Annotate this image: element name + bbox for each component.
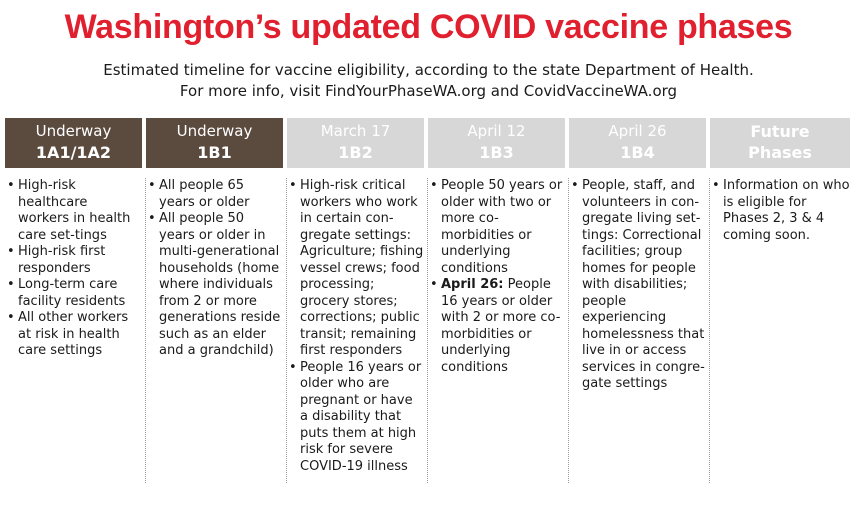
list-item: • High-risk first responders <box>5 244 142 277</box>
chart-title: Washington’s updated COVID vaccine phases <box>64 8 793 46</box>
phase-label: 1B4 <box>620 143 655 162</box>
list-item: • High-risk healthcare workers in health care set-tings <box>5 178 142 244</box>
phase-header-future <box>710 118 850 168</box>
phase-table <box>5 118 850 483</box>
phase-header-1b4 <box>569 118 706 168</box>
phase-column-1b1 <box>146 118 283 483</box>
list-item: • All people 50 years or older in multi-generational households (home where individuals from 2 or more generations reside such as an elder and a grandchild) <box>146 211 283 360</box>
phase-body-1b4 <box>569 178 706 393</box>
phase-column-1b3 <box>428 118 565 483</box>
phase-label: Phases <box>748 143 812 162</box>
phase-header-1b1 <box>146 118 283 168</box>
phase-column-future <box>710 118 850 483</box>
phase-label: 1B3 <box>479 143 514 162</box>
subtitle-line-2: For more info, visit FindYourPhaseWA.org and CovidVaccineWA.org <box>179 82 678 100</box>
list-item: • People 16 years or older who are pregnant or have a disability that puts them at high risk for severe COVID-19 illness <box>287 360 424 476</box>
phase-body-1a <box>5 178 142 360</box>
note-text: People 16 years or older with 2 or more co-morbidities or underlying conditions <box>441 277 561 375</box>
phase-label: 1A1/1A2 <box>35 143 112 162</box>
list-item: • All other workers at risk in health care settings <box>5 310 142 360</box>
list-item: • People, staff, and volunteers in con-gregate living set-tings: Correctional facilities; group homes for people with disabilities; people experiencing homelessness that live in or access services in congre-gate settings <box>569 178 706 393</box>
phase-column-1b2 <box>287 118 424 483</box>
phase-column-1b4 <box>569 118 706 483</box>
list-item: • People 50 years or older with two or more co-morbidities or underlying conditions <box>428 178 565 277</box>
phase-body-1b2 <box>287 178 424 475</box>
list-item: • Information on who is eligible for Phases 2, 3 & 4 coming soon. <box>710 178 850 244</box>
phase-timing: April 12 <box>467 122 526 140</box>
phase-header-1a <box>5 118 142 168</box>
subtitle-line-1: Estimated timeline for vaccine eligibility, according to the state Department of Health. <box>103 61 754 79</box>
phase-timing: April 26 <box>608 122 667 140</box>
phase-header-1b3 <box>428 118 565 168</box>
phase-body-future <box>710 178 850 244</box>
phase-body-1b3 <box>428 178 565 376</box>
phase-timing: March 17 <box>320 122 391 140</box>
phase-header-1b2 <box>287 118 424 168</box>
list-item: • High-risk critical workers who work in certain con-gregate settings: Agriculture; fishing vessel crews; food processing; grocery stores; corrections; public transit; remaining first responders <box>287 178 424 360</box>
note-date: April 26: <box>441 277 504 292</box>
phase-timing: Underway <box>176 122 253 140</box>
phase-timing: Underway <box>35 122 112 140</box>
phase-label: 1B2 <box>338 143 373 162</box>
phase-body-1b1 <box>146 178 283 360</box>
list-item <box>428 277 565 376</box>
list-item: • Long-term care facility residents <box>5 277 142 310</box>
chart-subtitle <box>0 60 857 102</box>
phase-timing: Future <box>750 122 810 141</box>
list-item: • All people 65 years or older <box>146 178 283 211</box>
phase-column-1a <box>5 118 142 483</box>
phase-label: 1B1 <box>197 143 232 162</box>
